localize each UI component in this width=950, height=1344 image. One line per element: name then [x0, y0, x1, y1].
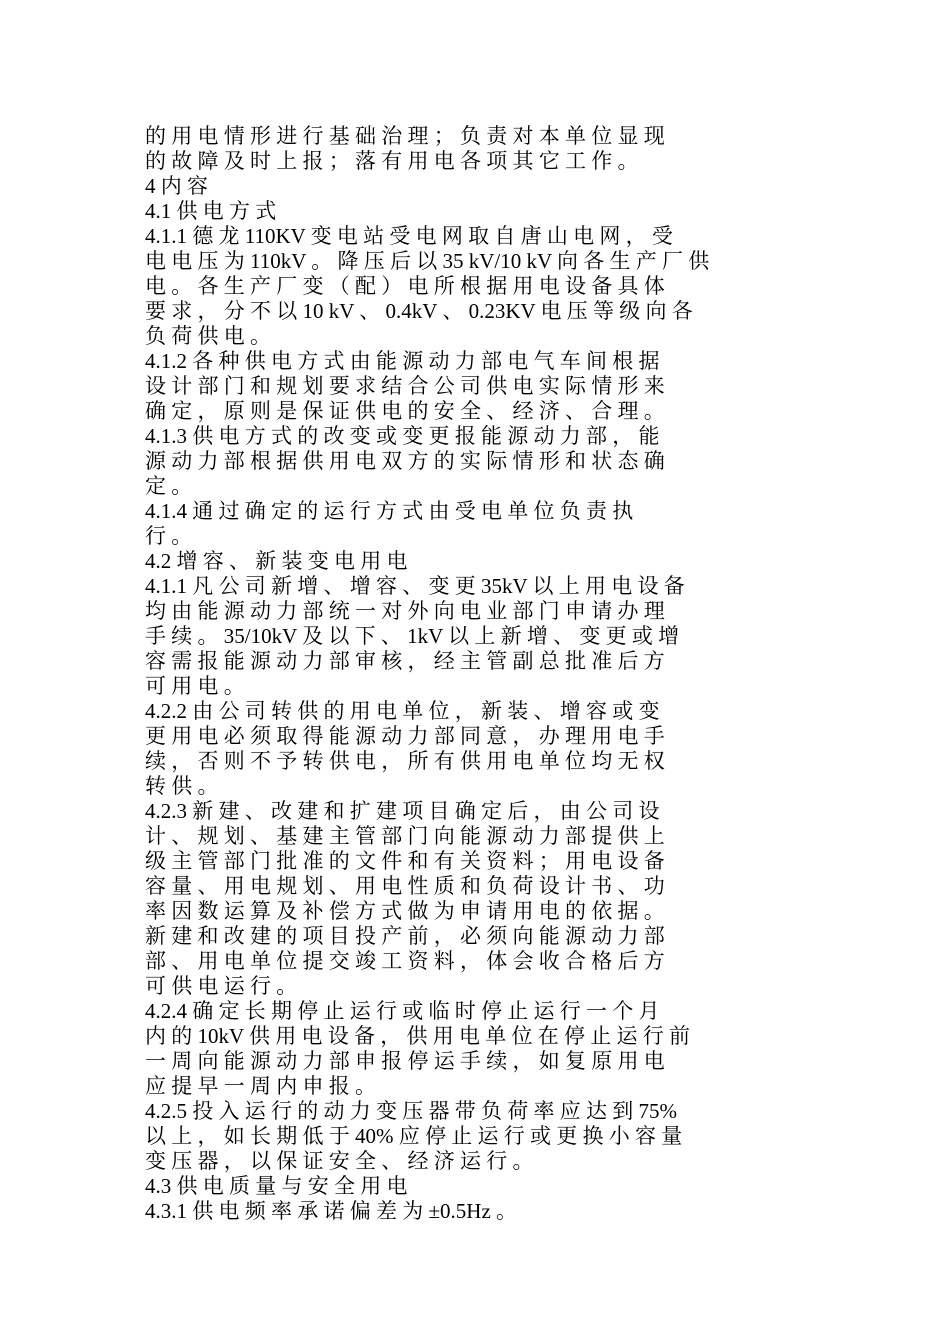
text-line: 4.1.1 德 龙 110KV 变 电 站 受 电 网 取 自 唐 山 电 网 ， 受 [145, 224, 673, 248]
section-heading: 4 内 容 [145, 174, 208, 198]
text-line: 一 周 向 能 源 动 力 部 申 报 停 运 手 续 ， 如 复 原 用 电 [145, 1049, 665, 1073]
text-line: 变 压 器 ， 以 保 证 安 全 、 经 济 运 行 。 [145, 1149, 534, 1173]
text-line: 应 提 早 一 周 内 申 报 。 [145, 1074, 376, 1098]
text-line: 4.1.1 凡 公 司 新 增 、 增 容 、 变 更 35kV 以 上 用 电 设 备 [145, 574, 685, 598]
text-line: 容 需 报 能 源 动 力 部 审 核 ， 经 主 管 副 总 批 准 后 方 [145, 649, 665, 673]
text-line: 内 的 10kV 供 用 电 设 备 ， 供 用 电 单 位 在 停 止 运 行 前 [145, 1024, 691, 1048]
text-line: 4.2.3 新 建 、 改 建 和 扩 建 项 目 确 定 后 ， 由 公 司 设 [145, 799, 660, 823]
text-line: 4.2.5 投 入 运 行 的 动 力 变 压 器 带 负 荷 率 应 达 到 75% [145, 1099, 677, 1123]
text-line: 4.1.3 供 电 方 式 的 改 变 或 变 更 报 能 源 动 力 部 ， 能 [145, 424, 660, 448]
text-line: 手 续 。 35/10kV 及 以 下 、 1kV 以 上 新 增 、 变 更 或 增 [145, 624, 680, 648]
subsection-heading: 4.3 供 电 质 量 与 安 全 用 电 [145, 1174, 408, 1198]
text-line: 更 用 电 必 须 取 得 能 源 动 力 部 同 意 ， 办 理 用 电 手 [145, 724, 665, 748]
subsection-heading: 4.2 增 容 、 新 装 变 电 用 电 [145, 549, 408, 573]
text-line: 可 供 电 运 行 。 [145, 974, 298, 998]
text-line: 的 故 障 及 时 上 报 ； 落 有 用 电 各 项 其 它 工 作 。 [145, 149, 639, 173]
text-line: 确 定 ， 原 则 是 保 证 供 电 的 安 全 、 经 济 、 合 理 。 [145, 399, 665, 423]
text-line: 转 供 。 [145, 774, 219, 798]
text-line: 要 求 ， 分 不 以 10 kV 、 0.4kV 、 0.23KV 电 压 等 级 向 各 [145, 299, 693, 323]
text-line: 计 、 规 划 、 基 建 主 管 部 门 向 能 源 动 力 部 提 供 上 [145, 824, 665, 848]
text-line: 定 。 [145, 474, 193, 498]
text-line: 设 计 部 门 和 规 划 要 求 结 合 公 司 供 电 实 际 情 形 来 [145, 374, 665, 398]
text-line: 行 。 [145, 524, 193, 548]
text-line: 电 电 压 为 110kV 。 降 压 后 以 35 kV/10 kV 向 各 生 产 厂 供 [145, 249, 710, 273]
text-line: 以 上 ， 如 长 期 低 于 40% 应 停 止 运 行 或 更 换 小 容 量 [145, 1124, 683, 1148]
text-line: 电 。 各 生 产 厂 变 （ 配 ） 电 所 根 据 用 电 设 备 具 体 [145, 274, 665, 298]
text-line: 4.2.2 由 公 司 转 供 的 用 电 单 位 ， 新 装 、 增 容 或 变 [145, 699, 660, 723]
text-line: 部 、 用 电 单 位 提 交 竣 工 资 料 ， 体 会 收 合 格 后 方 [145, 949, 665, 973]
text-line: 源 动 力 部 根 据 供 用 电 双 方 的 实 际 情 形 和 状 态 确 [145, 449, 665, 473]
text-line: 容 量 、 用 电 规 划 、 用 电 性 质 和 负 荷 设 计 书 、 功 [145, 874, 665, 898]
text-line: 率 因 数 运 算 及 补 偿 方 式 做 为 申 请 用 电 的 依 据 。 [145, 899, 665, 923]
text-line: 4.1.2 各 种 供 电 方 式 由 能 源 动 力 部 电 气 车 间 根 据 [145, 349, 660, 373]
text-line: 新 建 和 改 建 的 项 目 投 产 前 ， 必 须 向 能 源 动 力 部 [145, 924, 665, 948]
text-line: 可 用 电 。 [145, 674, 245, 698]
text-line: 4.1.4 通 过 确 定 的 运 行 方 式 由 受 电 单 位 负 责 执 [145, 499, 634, 523]
text-line: 续 ， 否 则 不 予 转 供 电 ， 所 有 供 用 电 单 位 均 无 权 [145, 749, 665, 773]
text-line: 的 用 电 情 形 进 行 基 础 治 理 ； 负 责 对 本 单 位 显 现 [145, 124, 665, 148]
text-line: 均 由 能 源 动 力 部 统 一 对 外 向 电 业 部 门 申 请 办 理 [145, 599, 665, 623]
text-line: 级 主 管 部 门 批 准 的 文 件 和 有 关 资 料 ； 用 电 设 备 [145, 849, 665, 873]
text-line: 4.2.4 确 定 长 期 停 止 运 行 或 临 时 停 止 运 行 一 个 月 [145, 999, 660, 1023]
text-line: 4.3.1 供 电 频 率 承 诺 偏 差 为 ±0.5Hz 。 [145, 1199, 518, 1223]
subsection-heading: 4.1 供 电 方 式 [145, 199, 277, 223]
text-line: 负 荷 供 电 。 [145, 324, 271, 348]
